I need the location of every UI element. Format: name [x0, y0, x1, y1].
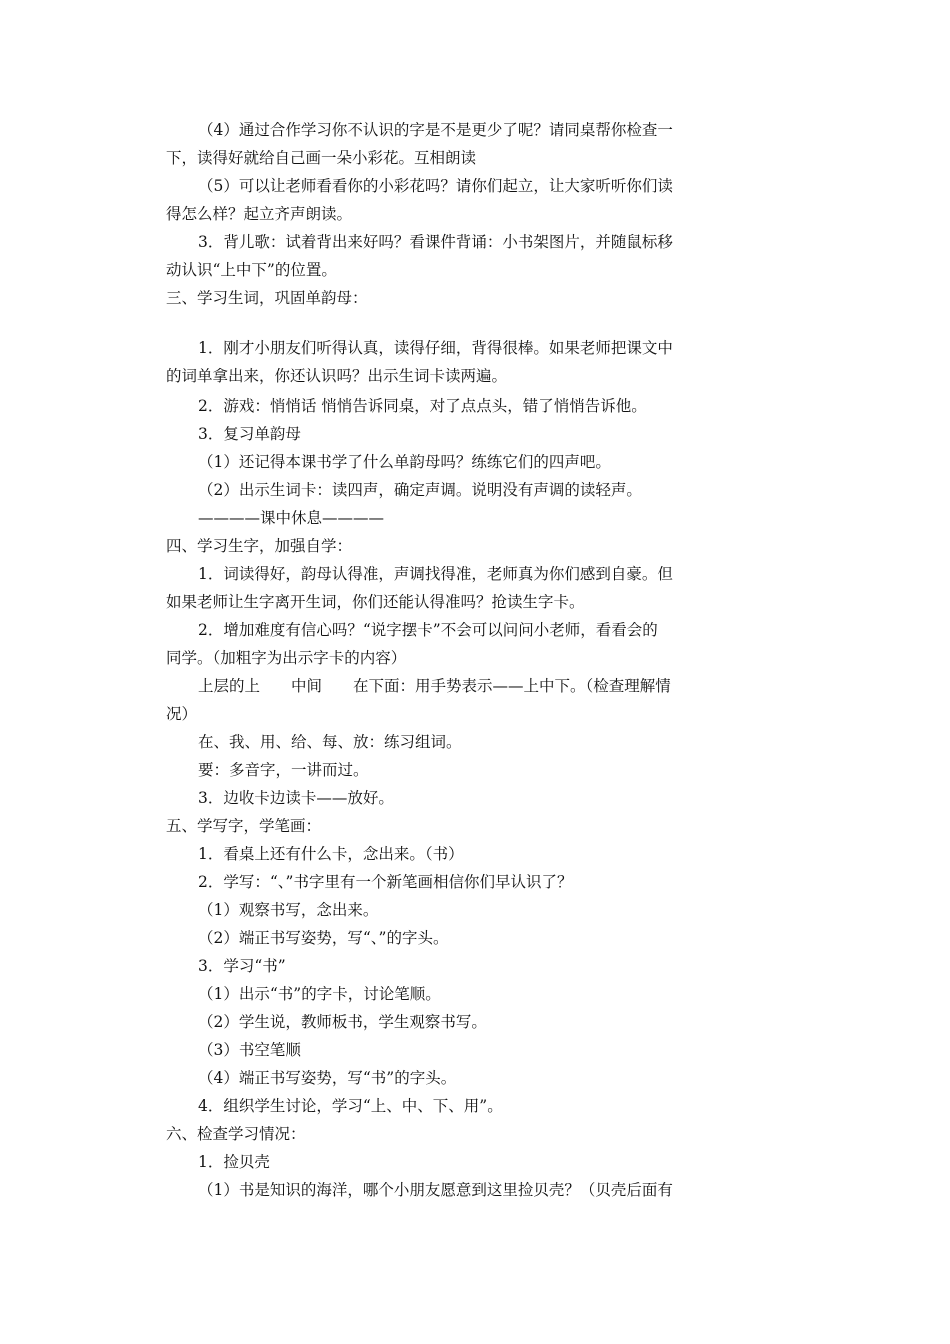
paragraph-line: （5）可以让老师看看你的小彩花吗？请你们起立，让大家听听你们读 [198, 177, 673, 195]
paragraph-line: （2）学生说，教师板书，学生观察书写。 [198, 1013, 487, 1031]
paragraph-line: 3．复习单韵母 [198, 425, 301, 443]
paragraph-line: 下，读得好就给自己画一朵小彩花。互相朗读 [166, 149, 477, 167]
paragraph-line: 3．背儿歌：试着背出来好吗？看课件背诵：小书架图片，并随鼠标移 [198, 233, 673, 251]
paragraph-line: 2．增加难度有信心吗？“说字摆卡”不会可以问问小老师，看看会的 [198, 621, 658, 639]
paragraph-line: 1．刚才小朋友们听得认真，读得仔细，背得很棒。如果老师把课文中 [198, 339, 673, 357]
paragraph-line: 1．词读得好，韵母认得准，声调找得准，老师真为你们感到自豪。但 [198, 565, 673, 583]
paragraph-line: 要：多音字，一讲而过。 [198, 761, 369, 779]
paragraph-line: （2）出示生词卡：读四声，确定声调。说明没有声调的读轻声。 [198, 481, 642, 499]
paragraph-line: （1）还记得本课书学了什么单韵母吗？练练它们的四声吧。 [198, 453, 611, 471]
paragraph-line: （1）出示“书”的字卡，讨论笔顺。 [198, 985, 441, 1003]
break-divider: ————课中休息———— [198, 509, 385, 527]
paragraph-line: 如果老师让生字离开生词，你们还能认得准吗？抢读生字卡。 [166, 593, 585, 611]
paragraph-line: 3．边收卡边读卡——放好。 [198, 789, 394, 807]
section-heading: 六、检查学习情况： [166, 1125, 306, 1143]
paragraph-line: （4）通过合作学习你不认识的字是不是更少了呢？请同桌帮你检查一 [198, 121, 673, 139]
paragraph-line: 2．学写：“、”书字里有一个新笔画相信你们早认识了？ [198, 873, 573, 891]
paragraph-line: 1．看桌上还有什么卡，念出来。（书） [198, 845, 464, 863]
paragraph-line: 4．组织学生讨论，学习“上、中、下、用”。 [198, 1097, 503, 1115]
paragraph-line: （4）端正书写姿势，写“书”的字头。 [198, 1069, 457, 1087]
paragraph-line: 得怎么样？起立齐声朗读。 [166, 205, 353, 223]
paragraph-line: 的词单拿出来，你还认识吗？出示生词卡读两遍。 [166, 367, 508, 385]
paragraph-line: 在、我、用、给、每、放：练习组词。 [198, 733, 462, 751]
section-heading: 四、学习生字，加强自学： [166, 537, 353, 555]
section-heading: 三、学习生词，巩固单韵母： [166, 289, 368, 307]
paragraph-line: （2）端正书写姿势，写“、”的字头。 [198, 929, 449, 947]
paragraph-line: 同学。（加粗字为出示字卡的内容） [166, 649, 407, 667]
paragraph-line: 动认识“上中下”的位置。 [166, 261, 337, 279]
paragraph-line: 况） [166, 705, 198, 723]
paragraph-line: 1．捡贝壳 [198, 1153, 270, 1171]
paragraph-line: 2．游戏：悄悄话 悄悄告诉同桌，对了点点头，错了悄悄告诉他。 [198, 397, 647, 415]
section-heading: 五、学写字，学笔画： [166, 817, 322, 835]
paragraph-line: 上层的上 中间 在下面：用手势表示——上中下。（检查理解情 [198, 677, 671, 695]
paragraph-line: 3．学习“书” [198, 957, 286, 975]
paragraph-line: （3）书空笔顺 [198, 1041, 301, 1059]
paragraph-line: （1）书是知识的海洋，哪个小朋友愿意到这里捡贝壳？（贝壳后面有 [198, 1181, 673, 1199]
paragraph-line: （1）观察书写，念出来。 [198, 901, 379, 919]
